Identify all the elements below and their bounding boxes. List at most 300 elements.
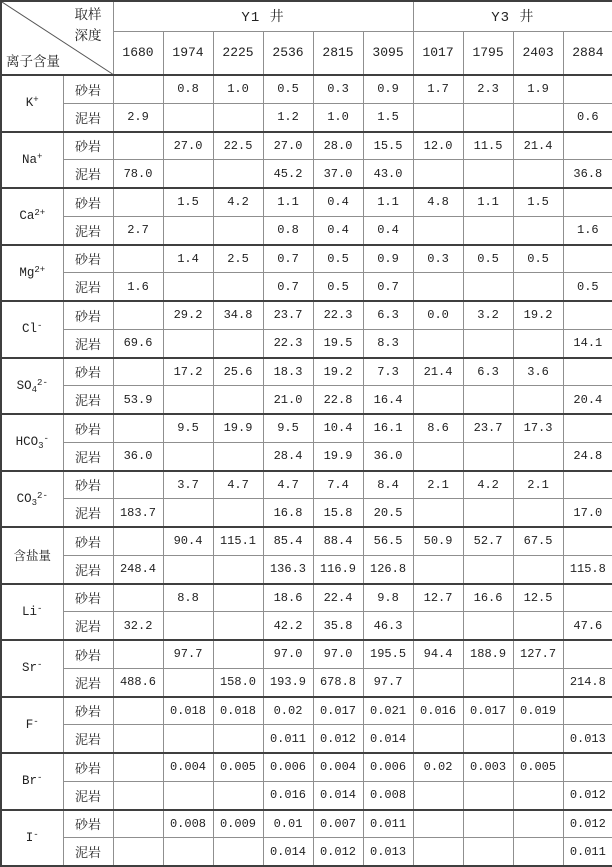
value-cell: 21.4 xyxy=(413,358,463,386)
ion-mud-row xyxy=(1,612,612,640)
value-cell xyxy=(413,499,463,527)
ion-sand-row xyxy=(1,527,612,555)
value-cell xyxy=(413,838,463,866)
ion-symbol: Cl xyxy=(22,322,38,337)
value-cell xyxy=(563,188,612,216)
rock-type-cell-mud: 泥岩 xyxy=(63,838,113,866)
value-cell: 97.7 xyxy=(363,668,413,696)
value-cell xyxy=(113,527,163,555)
rock-type-cell-sand: 砂岩 xyxy=(63,132,113,160)
value-cell xyxy=(113,781,163,809)
value-cell: 0.011 xyxy=(363,810,413,838)
rock-type-cell-sand: 砂岩 xyxy=(63,584,113,612)
value-cell: 53.9 xyxy=(113,386,163,414)
corner-label-depth-line1: 取样 xyxy=(74,7,102,22)
value-cell: 22.3 xyxy=(263,329,313,357)
value-cell xyxy=(563,697,612,725)
value-cell: 21.4 xyxy=(513,132,563,160)
value-cell xyxy=(213,838,263,866)
value-cell xyxy=(463,555,513,583)
value-cell xyxy=(513,273,563,301)
value-cell: 0.013 xyxy=(563,725,612,753)
rock-type-cell-sand: 砂岩 xyxy=(63,414,113,442)
ion-charge: 2- xyxy=(37,490,48,501)
value-cell: 3.7 xyxy=(163,471,213,499)
ion-subscript: 4 xyxy=(31,384,38,395)
value-cell: 21.0 xyxy=(263,386,313,414)
value-cell: 1.6 xyxy=(113,273,163,301)
value-cell xyxy=(413,442,463,470)
value-cell: 4.2 xyxy=(213,188,263,216)
value-cell xyxy=(513,499,563,527)
ion-charge: - xyxy=(33,829,39,840)
value-cell: 14.1 xyxy=(563,329,612,357)
value-cell: 0.9 xyxy=(363,75,413,103)
value-cell xyxy=(213,725,263,753)
depth-header-cell: 2815 xyxy=(313,31,363,75)
ion-charge: - xyxy=(37,321,43,332)
ion-sand-row xyxy=(1,245,612,273)
value-cell: 0.0 xyxy=(413,301,463,329)
value-cell: 25.6 xyxy=(213,358,263,386)
ion-sand-row xyxy=(1,132,612,160)
rock-type-cell-mud: 泥岩 xyxy=(63,781,113,809)
value-cell xyxy=(513,612,563,640)
value-cell xyxy=(163,668,213,696)
value-cell: 126.8 xyxy=(363,555,413,583)
value-cell: 1.9 xyxy=(513,75,563,103)
value-cell xyxy=(413,725,463,753)
value-cell: 2.5 xyxy=(213,245,263,273)
value-cell: 248.4 xyxy=(113,555,163,583)
value-cell: 97.7 xyxy=(163,640,213,668)
value-cell: 1.1 xyxy=(363,188,413,216)
value-cell: 0.006 xyxy=(263,753,313,781)
value-cell xyxy=(413,216,463,244)
value-cell: 9.5 xyxy=(163,414,213,442)
well-group-header: Y3 井 xyxy=(413,1,612,31)
value-cell: 1.5 xyxy=(513,188,563,216)
value-cell: 2.1 xyxy=(413,471,463,499)
ion-symbol: CO xyxy=(16,491,32,506)
value-cell xyxy=(563,471,612,499)
value-cell: 1.0 xyxy=(313,103,363,131)
value-cell xyxy=(163,838,213,866)
value-cell xyxy=(213,555,263,583)
value-cell xyxy=(213,640,263,668)
rock-type-cell-sand: 砂岩 xyxy=(63,753,113,781)
value-cell xyxy=(163,273,213,301)
header-row-wells xyxy=(1,1,612,31)
value-cell xyxy=(513,668,563,696)
value-cell: 0.011 xyxy=(263,725,313,753)
value-cell: 0.014 xyxy=(313,781,363,809)
rock-type-cell-mud: 泥岩 xyxy=(63,612,113,640)
value-cell xyxy=(513,838,563,866)
value-cell: 97.0 xyxy=(313,640,363,668)
value-cell: 28.4 xyxy=(263,442,313,470)
value-cell: 12.5 xyxy=(513,584,563,612)
value-cell xyxy=(563,245,612,273)
value-cell xyxy=(163,555,213,583)
value-cell xyxy=(413,273,463,301)
value-cell: 214.8 xyxy=(563,668,612,696)
value-cell: 19.2 xyxy=(313,358,363,386)
value-cell: 45.2 xyxy=(263,160,313,188)
ion-label-cell xyxy=(1,471,63,528)
value-cell: 0.02 xyxy=(413,753,463,781)
ion-mud-row xyxy=(1,273,612,301)
value-cell xyxy=(413,386,463,414)
value-cell xyxy=(463,499,513,527)
ion-charge: - xyxy=(37,660,43,671)
value-cell: 9.5 xyxy=(263,414,313,442)
value-cell xyxy=(113,584,163,612)
depth-header-cell: 1974 xyxy=(163,31,213,75)
value-cell: 0.012 xyxy=(563,810,612,838)
ion-charge: - xyxy=(37,773,43,784)
ion-symbol: I xyxy=(25,830,34,845)
value-cell: 2.7 xyxy=(113,216,163,244)
value-cell xyxy=(163,499,213,527)
value-cell: 88.4 xyxy=(313,527,363,555)
ion-label-cell xyxy=(1,301,63,358)
value-cell: 0.018 xyxy=(213,697,263,725)
value-cell: 0.016 xyxy=(263,781,313,809)
ion-charge: 2+ xyxy=(34,208,46,219)
value-cell xyxy=(463,160,513,188)
value-cell: 1.4 xyxy=(163,245,213,273)
corner-label-ion: 离子含量 xyxy=(6,54,60,69)
value-cell xyxy=(463,781,513,809)
ion-mud-row xyxy=(1,781,612,809)
value-cell: 2.1 xyxy=(513,471,563,499)
value-cell xyxy=(213,103,263,131)
depth-header-cell: 2403 xyxy=(513,31,563,75)
ion-sand-row xyxy=(1,584,612,612)
value-cell: 35.8 xyxy=(313,612,363,640)
value-cell: 1.1 xyxy=(463,188,513,216)
value-cell: 0.014 xyxy=(363,725,413,753)
depth-header-cell: 3095 xyxy=(363,31,413,75)
ion-label-cell xyxy=(1,584,63,641)
value-cell: 56.5 xyxy=(363,527,413,555)
value-cell: 115.8 xyxy=(563,555,612,583)
value-cell xyxy=(463,386,513,414)
ion-charge: - xyxy=(33,716,39,727)
ion-sand-row xyxy=(1,358,612,386)
value-cell: 0.3 xyxy=(413,245,463,273)
value-cell: 6.3 xyxy=(363,301,413,329)
value-cell: 0.5 xyxy=(263,75,313,103)
ion-mud-row xyxy=(1,216,612,244)
ion-charge: - xyxy=(37,603,43,614)
value-cell xyxy=(513,103,563,131)
value-cell: 0.02 xyxy=(263,697,313,725)
value-cell: 19.2 xyxy=(513,301,563,329)
value-cell: 115.1 xyxy=(213,527,263,555)
value-cell: 32.2 xyxy=(113,612,163,640)
value-cell xyxy=(113,725,163,753)
value-cell: 4.2 xyxy=(463,471,513,499)
value-cell xyxy=(163,329,213,357)
value-cell xyxy=(213,442,263,470)
value-cell xyxy=(113,471,163,499)
value-cell: 17.2 xyxy=(163,358,213,386)
ion-label-cell xyxy=(1,132,63,189)
value-cell: 0.011 xyxy=(563,838,612,866)
value-cell: 24.8 xyxy=(563,442,612,470)
value-cell xyxy=(463,273,513,301)
value-cell: 9.8 xyxy=(363,584,413,612)
value-cell xyxy=(463,725,513,753)
rock-type-cell-sand: 砂岩 xyxy=(63,358,113,386)
value-cell xyxy=(163,725,213,753)
value-cell xyxy=(513,160,563,188)
rock-type-cell-sand: 砂岩 xyxy=(63,301,113,329)
ion-label-cell xyxy=(1,527,63,584)
value-cell: 27.0 xyxy=(263,132,313,160)
value-cell: 488.6 xyxy=(113,668,163,696)
value-cell: 1.7 xyxy=(413,75,463,103)
ion-label-cell xyxy=(1,245,63,302)
value-cell: 4.7 xyxy=(263,471,313,499)
value-cell: 27.0 xyxy=(163,132,213,160)
value-cell: 188.9 xyxy=(463,640,513,668)
value-cell xyxy=(463,103,513,131)
value-cell xyxy=(213,499,263,527)
value-cell xyxy=(413,668,463,696)
ion-subscript: 3 xyxy=(31,497,38,508)
rock-type-cell-mud: 泥岩 xyxy=(63,555,113,583)
value-cell xyxy=(513,329,563,357)
value-cell xyxy=(563,527,612,555)
ion-mud-row xyxy=(1,103,612,131)
value-cell: 0.008 xyxy=(163,810,213,838)
rock-type-cell-mud: 泥岩 xyxy=(63,329,113,357)
value-cell: 0.004 xyxy=(163,753,213,781)
value-cell xyxy=(463,668,513,696)
value-cell: 7.3 xyxy=(363,358,413,386)
value-cell: 1.5 xyxy=(163,188,213,216)
value-cell: 0.017 xyxy=(463,697,513,725)
value-cell: 34.8 xyxy=(213,301,263,329)
ion-mud-row xyxy=(1,386,612,414)
value-cell: 8.6 xyxy=(413,414,463,442)
value-cell: 17.3 xyxy=(513,414,563,442)
value-cell xyxy=(213,160,263,188)
value-cell xyxy=(163,160,213,188)
corner-label-depth xyxy=(75,5,102,47)
value-cell: 8.4 xyxy=(363,471,413,499)
value-cell xyxy=(513,810,563,838)
value-cell xyxy=(513,555,563,583)
value-cell xyxy=(563,301,612,329)
value-cell: 183.7 xyxy=(113,499,163,527)
value-cell: 0.6 xyxy=(563,103,612,131)
value-cell xyxy=(113,838,163,866)
value-cell: 3.2 xyxy=(463,301,513,329)
value-cell xyxy=(163,216,213,244)
rock-type-cell-sand: 砂岩 xyxy=(63,75,113,103)
value-cell: 0.8 xyxy=(263,216,313,244)
value-cell: 0.7 xyxy=(363,273,413,301)
rock-type-cell-sand: 砂岩 xyxy=(63,697,113,725)
value-cell: 1.6 xyxy=(563,216,612,244)
value-cell: 28.0 xyxy=(313,132,363,160)
value-cell: 0.003 xyxy=(463,753,513,781)
value-cell: 0.013 xyxy=(363,838,413,866)
depth-header-cell: 1795 xyxy=(463,31,513,75)
value-cell xyxy=(113,132,163,160)
value-cell xyxy=(163,103,213,131)
value-cell: 1.5 xyxy=(363,103,413,131)
value-cell: 158.0 xyxy=(213,668,263,696)
value-cell: 0.016 xyxy=(413,697,463,725)
value-cell: 16.8 xyxy=(263,499,313,527)
ion-label-cell xyxy=(1,414,63,471)
ion-sand-row xyxy=(1,301,612,329)
value-cell: 18.3 xyxy=(263,358,313,386)
value-cell: 0.7 xyxy=(263,245,313,273)
ion-mud-row xyxy=(1,838,612,866)
value-cell: 12.7 xyxy=(413,584,463,612)
depth-header-cell: 2225 xyxy=(213,31,263,75)
value-cell: 4.7 xyxy=(213,471,263,499)
value-cell: 0.019 xyxy=(513,697,563,725)
value-cell: 0.009 xyxy=(213,810,263,838)
rock-type-cell-sand: 砂岩 xyxy=(63,188,113,216)
value-cell: 0.3 xyxy=(313,75,363,103)
value-cell: 18.6 xyxy=(263,584,313,612)
value-cell: 43.0 xyxy=(363,160,413,188)
value-cell: 97.0 xyxy=(263,640,313,668)
value-cell: 0.5 xyxy=(313,273,363,301)
value-cell: 52.7 xyxy=(463,527,513,555)
value-cell: 47.6 xyxy=(563,612,612,640)
value-cell: 0.4 xyxy=(313,188,363,216)
value-cell: 0.017 xyxy=(313,697,363,725)
value-cell xyxy=(563,414,612,442)
value-cell xyxy=(113,301,163,329)
rock-type-cell-mud: 泥岩 xyxy=(63,386,113,414)
rock-type-cell-mud: 泥岩 xyxy=(63,216,113,244)
value-cell: 136.3 xyxy=(263,555,313,583)
value-cell xyxy=(213,329,263,357)
value-cell xyxy=(213,612,263,640)
rock-type-cell-sand: 砂岩 xyxy=(63,527,113,555)
ion-mud-row xyxy=(1,499,612,527)
value-cell xyxy=(113,640,163,668)
value-cell xyxy=(113,245,163,273)
ion-mud-row xyxy=(1,668,612,696)
value-cell: 0.9 xyxy=(363,245,413,273)
value-cell: 0.007 xyxy=(313,810,363,838)
value-cell xyxy=(563,358,612,386)
ion-symbol: Sr xyxy=(22,661,38,676)
rock-type-cell-sand: 砂岩 xyxy=(63,245,113,273)
ion-label-cell xyxy=(1,188,63,245)
value-cell xyxy=(113,358,163,386)
value-cell: 15.5 xyxy=(363,132,413,160)
value-cell: 11.5 xyxy=(463,132,513,160)
value-cell: 0.012 xyxy=(563,781,612,809)
depth-header-cell: 1680 xyxy=(113,31,163,75)
value-cell: 69.6 xyxy=(113,329,163,357)
value-cell: 0.4 xyxy=(313,216,363,244)
value-cell: 8.3 xyxy=(363,329,413,357)
corner-cell xyxy=(1,1,113,75)
value-cell xyxy=(463,612,513,640)
value-cell: 0.5 xyxy=(563,273,612,301)
value-cell: 16.1 xyxy=(363,414,413,442)
ion-symbol: Mg xyxy=(19,265,35,280)
value-cell: 78.0 xyxy=(113,160,163,188)
value-cell: 2.9 xyxy=(113,103,163,131)
value-cell xyxy=(163,781,213,809)
ion-label-cell xyxy=(1,75,63,132)
value-cell: 15.8 xyxy=(313,499,363,527)
value-cell: 37.0 xyxy=(313,160,363,188)
value-cell: 0.7 xyxy=(263,273,313,301)
value-cell xyxy=(563,640,612,668)
value-cell: 3.6 xyxy=(513,358,563,386)
ion-charge: 2- xyxy=(37,377,48,388)
value-cell: 1.0 xyxy=(213,75,263,103)
value-cell: 20.4 xyxy=(563,386,612,414)
value-cell: 19.9 xyxy=(213,414,263,442)
value-cell: 16.6 xyxy=(463,584,513,612)
ion-subscript: 3 xyxy=(38,441,44,452)
value-cell: 19.9 xyxy=(313,442,363,470)
value-cell: 0.012 xyxy=(313,725,363,753)
ion-label-cell xyxy=(1,640,63,697)
value-cell: 23.7 xyxy=(263,301,313,329)
value-cell: 1.1 xyxy=(263,188,313,216)
value-cell: 195.5 xyxy=(363,640,413,668)
ion-charge: + xyxy=(33,95,39,106)
value-cell: 1.2 xyxy=(263,103,313,131)
value-cell: 29.2 xyxy=(163,301,213,329)
corner-label-depth-line2: 深度 xyxy=(74,27,102,43)
ion-symbol: K xyxy=(25,96,34,111)
value-cell xyxy=(563,753,612,781)
value-cell xyxy=(163,612,213,640)
value-cell xyxy=(413,329,463,357)
value-cell: 0.006 xyxy=(363,753,413,781)
rock-type-cell-sand: 砂岩 xyxy=(63,471,113,499)
value-cell xyxy=(463,442,513,470)
value-cell: 0.008 xyxy=(363,781,413,809)
ion-charge: - xyxy=(43,434,49,445)
value-cell xyxy=(463,216,513,244)
value-cell xyxy=(213,584,263,612)
value-cell: 36.0 xyxy=(363,442,413,470)
value-cell xyxy=(413,781,463,809)
ion-symbol: Na xyxy=(22,152,38,167)
value-cell xyxy=(213,386,263,414)
value-cell: 67.5 xyxy=(513,527,563,555)
value-cell xyxy=(113,414,163,442)
ion-mud-row xyxy=(1,442,612,470)
value-cell: 20.5 xyxy=(363,499,413,527)
ion-label-cell xyxy=(1,697,63,754)
ion-symbol: Ca xyxy=(19,209,35,224)
rock-type-cell-mud: 泥岩 xyxy=(63,442,113,470)
value-cell xyxy=(563,132,612,160)
ion-sand-row xyxy=(1,414,612,442)
value-cell: 6.3 xyxy=(463,358,513,386)
